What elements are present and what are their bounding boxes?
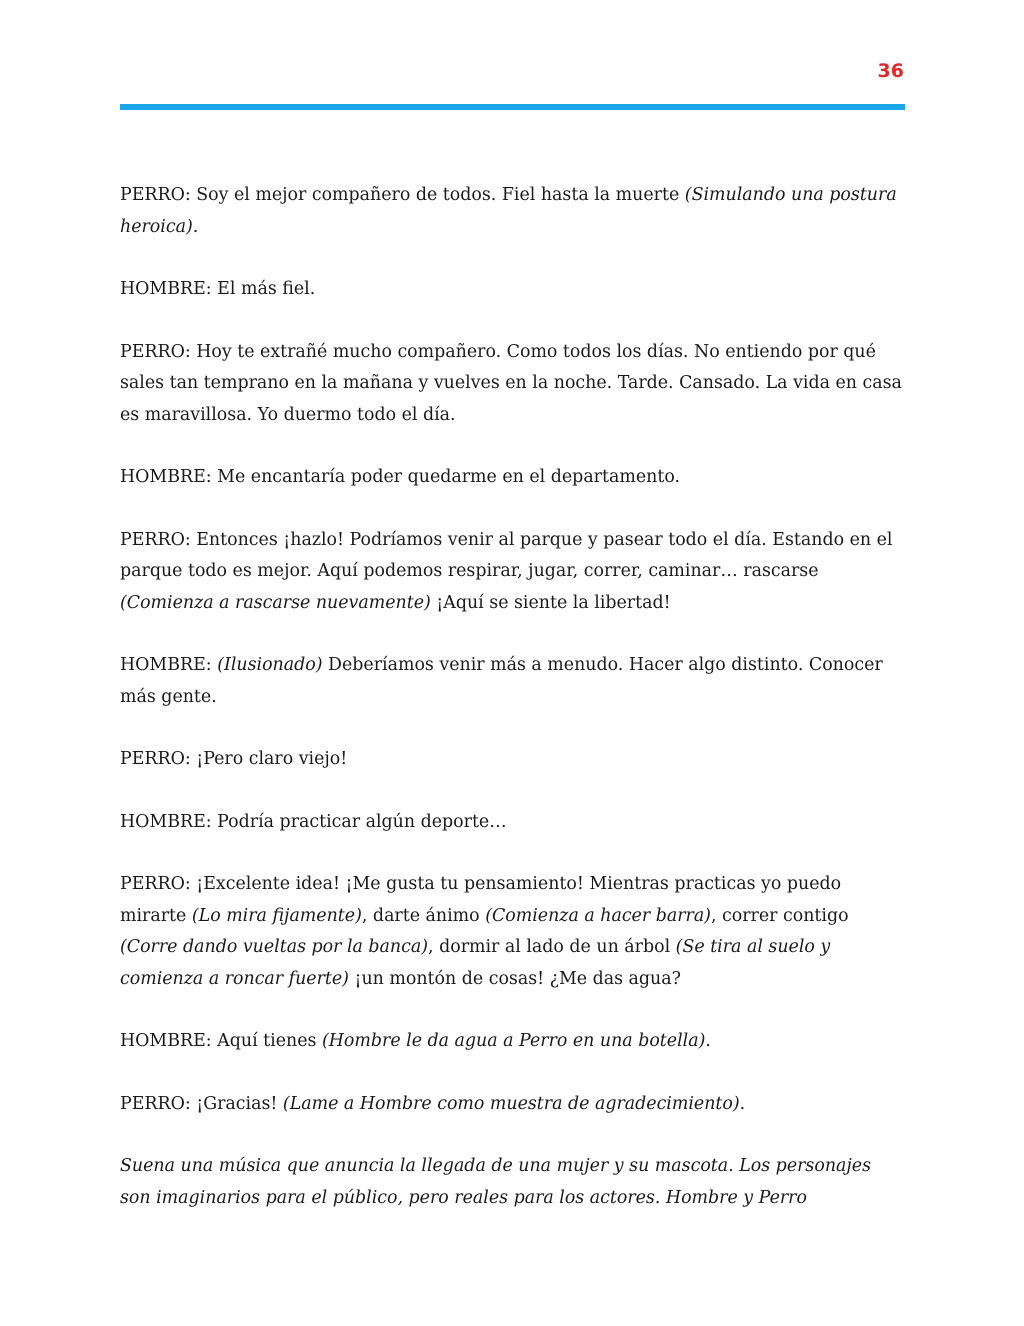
script-text [120,180,905,1214]
dialogue-text: PERRO: ¡Excelente idea! ¡Me gusta tu pensamiento! Mientras practicas yo puedo mirarte [120,874,842,926]
stage-direction: (Hombre le da agua a Perro en una botella) [321,1031,706,1051]
dialogue-text: PERRO: ¡Pero claro viejo! [120,749,348,769]
dialogue-paragraph [120,462,905,494]
dialogue-paragraph [120,337,905,432]
dialogue-paragraph [120,650,905,713]
dialogue-text: . [705,1031,711,1051]
stage-direction: (Lame a Hombre como muestra de agradecimiento) [282,1093,740,1114]
dialogue-paragraph [120,1026,905,1058]
stage-direction: (Comienza a rascarse nuevamente) [120,592,431,613]
dialogue-text: HOMBRE: [120,655,218,675]
dialogue-text: PERRO: Soy el mejor compañero de todos. Fiel hasta la muerte [120,185,685,205]
dialogue-text: HOMBRE: Podría practicar algún deporte… [120,811,507,832]
stage-direction: (Lo mira fijamente) [191,905,362,926]
dialogue-paragraph [120,180,905,243]
dialogue-paragraph [120,807,905,839]
dialogue-text: . [192,216,199,237]
dialogue-text: Deberíamos venir más a menudo. Hacer algo distinto. Conocer más gente. [120,655,883,707]
dialogue-text: HOMBRE: El más fiel. [120,279,316,299]
stage-direction: (Corre dando vueltas por la banca) [120,937,429,957]
page-number: 36 [877,60,904,82]
dialogue-text: PERRO: Hoy te extrañé mucho compañero. Como todos los días. No entiendo por qué sales tan temprano en la mañana y vuelves en la noche. Tarde. Cansado. La vida en casa es maravillosa. Yo duermo todo el día. [120,341,902,425]
dialogue-paragraph [120,274,905,306]
dialogue-text: , darte ánimo [361,905,486,926]
dialogue-text: , correr contigo [710,905,849,926]
dialogue-text: PERRO: Entonces ¡hazlo! Podríamos venir al parque y pasear todo el día. Estando en el parque todo es mejor. Aquí podemos respirar, jugar, correr, caminar… rascarse [120,529,893,581]
dialogue-paragraph [120,869,905,995]
stage-direction: (Ilusionado) [217,655,323,675]
dialogue-paragraph [120,1151,905,1214]
dialogue-paragraph [120,525,905,620]
stage-direction: (Comienza a hacer barra) [485,905,711,926]
header-rule [120,104,905,110]
stage-direction: (Simulando una postura heroica) [120,185,897,237]
dialogue-paragraph [120,1089,905,1121]
stage-direction: Suena una música que anuncia la llegada de una mujer y su mascota. Los personajes son imaginarios para el público, pero reales para los actores. Hombre y Perro [120,1156,871,1208]
dialogue-text: ¡Aquí se siente la libertad! [430,592,671,613]
dialogue-text: HOMBRE: Me encantaría poder quedarme en el departamento. [120,467,681,487]
dialogue-paragraph [120,744,905,776]
dialogue-text: . [739,1093,746,1114]
dialogue-text: PERRO: ¡Gracias! [120,1093,283,1114]
stage-direction: (Se tira al suelo y comienza a roncar fuerte) [120,937,831,989]
dialogue-text: , dormir al lado de un árbol [428,937,676,957]
dialogue-text: HOMBRE: Aquí tienes [120,1031,322,1051]
dialogue-text: ¡un montón de cosas! ¿Me das agua? [348,968,681,989]
